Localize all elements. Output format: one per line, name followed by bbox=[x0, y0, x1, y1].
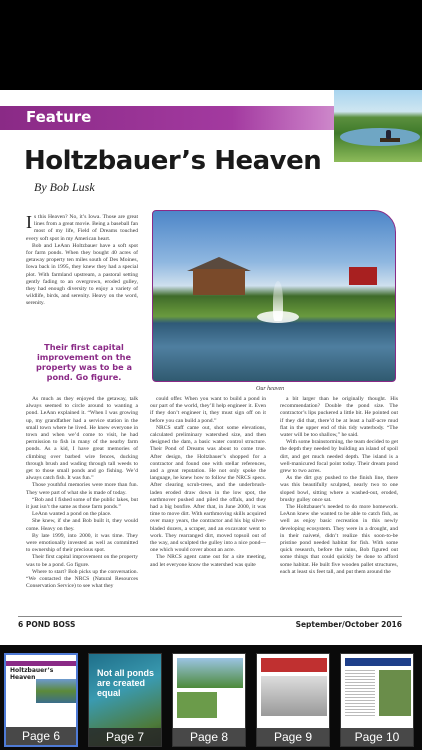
pond-shape bbox=[340, 128, 420, 146]
thumb-text bbox=[345, 670, 375, 716]
paragraph: Their first capital improvement on the property was to be a pond. Go figure. bbox=[26, 554, 138, 568]
paragraph: could offer. When you want to build a pond in our part of the world, they’ll help engineer it. Even if they don’t engineer it, they must sign off on it before you can build a pond.” bbox=[150, 396, 266, 424]
article-headline: Holtzbauer’s Heaven bbox=[24, 146, 322, 176]
thumbnail-strip[interactable] bbox=[0, 645, 422, 750]
issue-date: September/October 2016 bbox=[295, 620, 402, 629]
barn-shape bbox=[349, 267, 377, 285]
thumb-photo bbox=[379, 670, 411, 716]
thumbnail-label: Page 7 bbox=[89, 728, 161, 746]
thumbnail-page-8[interactable] bbox=[172, 653, 246, 747]
article-column-1 bbox=[26, 214, 138, 340]
thumbnail-label: Page 9 bbox=[257, 728, 329, 746]
paragraph: a bit larger than he originally thought. His recommendation? Double the pond size. The contractor’s lips puckered a little bit. He pointed out if they did that, there’d be at least a half-acre mud flat in the upper end of this tidy waterbody. “The water will be too shallow,” he said. bbox=[280, 396, 398, 439]
thumbnail-page-9[interactable] bbox=[256, 653, 330, 747]
paragraph: The NRCS agent came out for a site meeting, and let everyone know the watershed was quite bbox=[150, 554, 266, 568]
footer-rule bbox=[18, 616, 402, 617]
thumb-title: Holtzbauer’s Heaven bbox=[10, 667, 54, 681]
thumbnail-page-10[interactable] bbox=[340, 653, 414, 747]
paragraph: As the dirt guy pushed to the finish line, there was this beautifully sculpted, nearly two to one sloped bowl, sitting where a washed-out, eroded, brushy gulley once sat. bbox=[280, 475, 398, 503]
thumbnail-page-6[interactable] bbox=[4, 653, 78, 747]
paragraph: s this Heaven? No, it’s Iowa. Those are great lines from a great movie. Being a baseball fan most of my life, Field of Dreams touched every soft spot in my American heart. bbox=[26, 214, 138, 242]
thumbnail-page-7[interactable] bbox=[88, 653, 162, 747]
paragraph: LeAnn wanted a pond on the place. bbox=[32, 511, 112, 518]
thumb-photo bbox=[177, 658, 243, 688]
thumb-photo bbox=[36, 679, 76, 703]
thumb-photo bbox=[177, 692, 217, 718]
magazine-page[interactable] bbox=[0, 90, 422, 645]
thumb-ad-image bbox=[261, 676, 327, 716]
photo-caption: Our heaven bbox=[256, 386, 285, 392]
thumbnail-label: Page 6 bbox=[6, 727, 76, 745]
drop-cap: I bbox=[26, 214, 32, 232]
paragraph: By late 1999, into 2000, it was time. They were emotionally invested as well as committed to ownership of their precious spot. bbox=[26, 532, 138, 554]
paragraph: Bob and LeAnn Holtzbauer have a soft spot for farm ponds. When they bought 40 acres of getaway property ten miles south of Des Moines, Iowa back in 1995, they knew they had a special plot. With farmland upstream, a pastoral setting gently fading to an overgrown, eroded gulley, they had enough diversity to enjoy a variety of wildlife, birds, and serenity. Heavy on the word, serenity. bbox=[26, 242, 138, 307]
article-photo bbox=[152, 210, 396, 382]
thumbnail-label: Page 8 bbox=[173, 728, 245, 746]
paragraph: With some brainstorming, the team decided to get the depth they needed by building an island of spoil dirt, and get much needed depth. The island is a well-manicured focal point today. Their dream pond grew to two acres. bbox=[280, 439, 398, 475]
article-column-4 bbox=[280, 396, 398, 602]
thumb-banner bbox=[6, 661, 76, 666]
thumb-title: Not all ponds are created equal bbox=[97, 668, 154, 698]
article-byline: By Bob Lusk bbox=[34, 180, 95, 194]
page-folio: 6 POND BOSS bbox=[18, 620, 76, 629]
paragraph: Those youthful memories were more than fun. They were part of what she is made of today. bbox=[26, 482, 138, 496]
house-shape bbox=[193, 269, 245, 295]
thumbnail-label: Page 10 bbox=[341, 728, 413, 746]
article-column-2 bbox=[26, 396, 138, 602]
paragraph: She knew, if she and Bob built it, they would come. Heavy on they. bbox=[26, 518, 138, 532]
thumb-header bbox=[345, 658, 411, 666]
article-column-3 bbox=[150, 396, 266, 602]
thumb-ad-header bbox=[261, 658, 327, 672]
paragraph: The Holtzbauer’s needed to do more homework. LeAnn knew she wanted to be able to catch fish, as well as enjoy basic recreation in this newly developing ecosystem. They were in a drought, and in their naiveté, didn’t realize this soon-to-be pristine pond needed habitat for fish. With some quick research, before the rains, Bob figured out some things that could quickly be done to afford some habitat. He built five wooden pallet structures, each at least six feet tall, and put them around the bbox=[280, 504, 398, 575]
fountain-spray-shape bbox=[257, 311, 299, 323]
section-label: Feature bbox=[26, 108, 92, 126]
banner-photo bbox=[334, 90, 422, 162]
pull-quote: Their first capital improvement on the property was to be a pond. Go figure. bbox=[35, 342, 133, 382]
paragraph: As much as they enjoyed the getaway, talk always seemed to circle around to wanting a pond. LeAnn explained it. “When I was growing up, my grandfather had a service station in the small town where he lived. He knew everyone in town and when we’d come to visit, he had permission to fish in many of the nearby farm ponds. As a kid, I have great memories of climbing over barbed wire fences, ducking through brush and wading through tall weeds to get to those small ponds and go fishing. We’d always catch fish. It was fun.” bbox=[26, 396, 138, 482]
person-shape bbox=[386, 130, 391, 139]
paragraph: Where to start? Bob picks up the conversation. “We contacted the NRCS (Natural Resources Conservation Service) to see what they bbox=[26, 568, 138, 590]
paragraph: “Bob and I fished some of the public lakes, but it just isn’t the same as those farm ponds.” bbox=[26, 496, 138, 511]
paragraph: NRCS staff came out, shot some elevations, calculated preliminary watershed size, and then designed the dam, a basic water control structure. Their Pond of Dreams was about to come true. After design, the Holtzbauer’s shopped for a contractor and found one with stellar references, and a great reputation. He not only spoke the language, he knew how to follow the NRCS specs. After clearing scrub-trees, and the underbrush-laden eroded draw down in the low spot, the earthmover pushed and piled the offals, and they had a big bonfire. After that, in June 2000, it was time to move dirt. With earthmoving skills acquired over many years, the contractor and his big silver-bladed dozers, a scraper, and an excavator went to work. They rearranged dirt, moved topsoil out of the way, and sculpted the gulley into a nice pond—one which would cover about an acre. bbox=[150, 424, 266, 554]
